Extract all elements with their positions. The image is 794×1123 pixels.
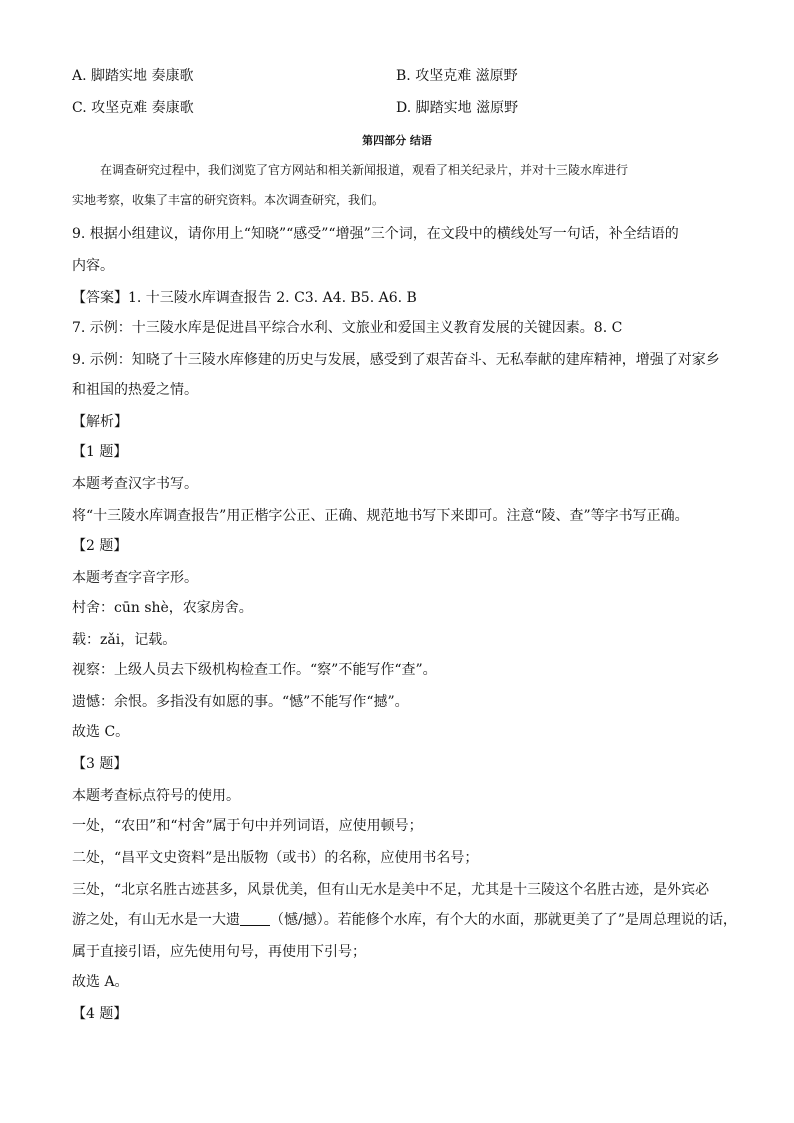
q3-line-5-end: （憾/撼）。若能修个水库，有个大的水面，那就更美了了”是周总理说的话， (270, 912, 737, 928)
q3-line-4: 三处，“北京名胜古迹甚多，风景优美，但有山无水是美中不足，尤其是十三陵这个名胜古迹，是外宾必 (72, 882, 710, 898)
section-title: 第四部分 结语 (362, 134, 432, 147)
q3-label: 【3 题】 (72, 756, 128, 772)
analysis-label: 【解析】 (72, 414, 128, 430)
q3-line-7: 故选 A。 (72, 974, 129, 990)
q3-line-6: 属于直接引语，应先使用句号，再使用下引号； (72, 944, 366, 960)
q3-line-3: 二处，“昌平文史资料”是出版物（或书）的名称，应使用书名号； (72, 850, 479, 866)
answer-line-3: 9. 示例：知晓了十三陵水库修建的历史与发展，感受到了艰苦奋斗、无私奉献的建库精神，增强了对家乡 (72, 352, 720, 368)
q1-line-1: 本题考查汉字书写。 (72, 476, 198, 492)
q3-line-2: 一处，“农田”和“村舍”属于句中并列词语，应使用顿号； (72, 818, 423, 834)
q2-label: 【2 题】 (72, 538, 128, 554)
option-d: D. 脚踏实地 滋原野 (396, 100, 519, 116)
q3-line-5-start: 游之处，有山无水是一大遗 (72, 912, 240, 928)
option-b: B. 攻坚克难 滋原野 (396, 68, 518, 84)
q2-line-1: 本题考查字音字形。 (72, 570, 198, 586)
fill-blank (240, 911, 270, 926)
q2-line-6: 故选 C。 (72, 724, 130, 740)
answer-line-1: 【答案】1. 十三陵水库调查报告 2. C3. A4. B5. A6. B (72, 290, 417, 306)
q2-line-4: 视察：上级人员去下级机构检查工作。“察”不能写作“查”。 (72, 662, 437, 678)
q2-line-2: 村舍：cūn shè，农家房舍。 (72, 600, 253, 616)
question-9-line-2: 内容。 (72, 258, 114, 274)
q3-line-5 (72, 910, 737, 930)
q4-label: 【4 题】 (72, 1006, 128, 1022)
answer-line-4: 和祖国的热爱之情。 (72, 382, 198, 398)
q1-label: 【1 题】 (72, 444, 128, 460)
answer-line-2: 7. 示例：十三陵水库是促进昌平综合水利、文旅业和爱国主义教育发展的关键因素。8. C (72, 320, 623, 336)
question-9-line-1: 9. 根据小组建议，请你用上“知晓”“感受”“增强”三个词，在文段中的横线处写一句话，补全结语的 (72, 226, 679, 242)
q3-line-1: 本题考查标点符号的使用。 (72, 788, 240, 804)
option-c: C. 攻坚克难 奏康歌 (72, 100, 194, 116)
intro-line-1: 在调查研究过程中，我们浏览了官方网站和相关新闻报道，观看了相关纪录片，并对十三陵水库进行 (100, 163, 629, 177)
q2-line-3: 载：zǎi，记载。 (72, 632, 177, 648)
q1-line-2: 将“十三陵水库调查报告”用正楷字公正、正确、规范地书写下来即可。注意“陵、查”等字书写正确。 (72, 508, 689, 524)
intro-line-2: 实地考察，收集了丰富的研究资料。本次调查研究，我们。 (72, 193, 385, 207)
q2-line-5: 遗憾：余恨。多指没有如愿的事。“憾”不能写作“撼”。 (72, 694, 409, 710)
option-a: A. 脚踏实地 奏康歌 (72, 68, 194, 84)
